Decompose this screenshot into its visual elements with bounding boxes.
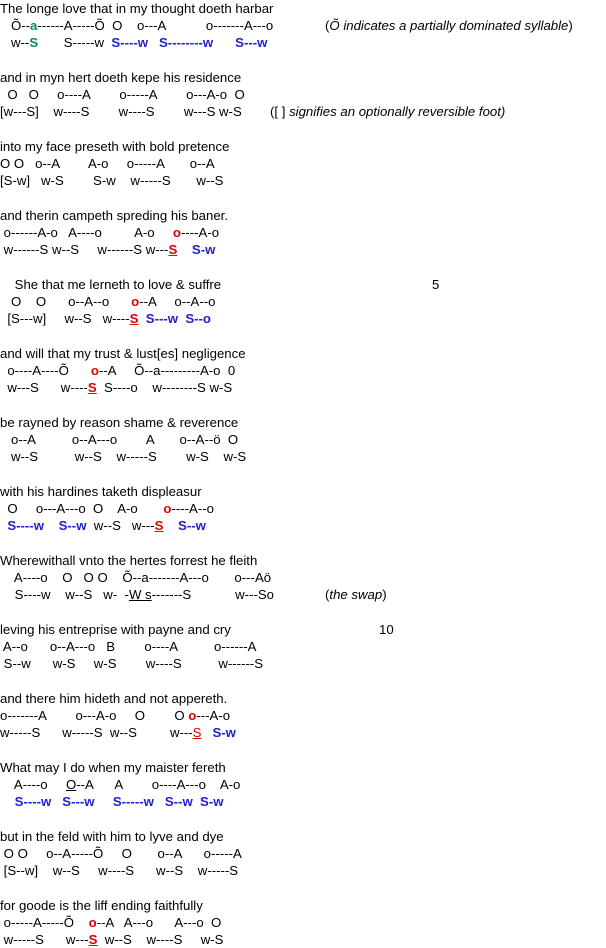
verse-line: with his hardines taketh displeasur (0, 484, 202, 499)
scansion-segment: S--w w-S w-S w----S w------S (0, 656, 263, 671)
scansion-segment: ----A--o (171, 501, 214, 516)
scansion-segment (201, 725, 212, 740)
scansion-segment (213, 35, 235, 50)
verse-line: She that me lerneth to love & suffre (0, 277, 222, 292)
note-text: Õ indicates a partially dominated syllable (329, 18, 569, 33)
syllable-marks-row (0, 638, 256, 655)
foot-marks-row (0, 586, 274, 603)
scansion-segment: S----o w--------S w-S (96, 380, 233, 395)
foot-marks-row (0, 724, 236, 741)
scansion-segment: S-w (191, 242, 216, 257)
scansion-segment: S--o (185, 311, 211, 326)
scansion-segment (163, 518, 178, 533)
scansion-segment: w--S w--- (86, 518, 155, 533)
scansion-segment: o (88, 915, 97, 930)
scansion-segment (0, 794, 15, 809)
scansion-segment: --A o--A--o (139, 294, 216, 309)
scansion-segment: [S-w] w-S S-w w-----S w--S (0, 173, 224, 188)
syllable-marks-row (0, 707, 230, 724)
verse-line: and in myn hert doeth kepe his residence (0, 70, 242, 85)
scansion-segment: [w---S] w----S w----S w---S w-S (0, 104, 242, 119)
verse-line: Wherewithall vnto the hertes forrest he fleith (0, 553, 258, 568)
scansion-segment: S----w (7, 518, 44, 533)
scansion-segment: ----A-o (180, 225, 220, 240)
margin-note (325, 17, 573, 34)
scansion-segment: w--S w--S w-----S w-S w-S (0, 449, 247, 464)
scansion-segment (193, 794, 200, 809)
scansion-segment: O O o--A--o (0, 294, 132, 309)
verse-line: for goode is the liff ending faithfully (0, 898, 203, 913)
foot-marks-row (0, 655, 263, 672)
note-text: signifies an optionally reversible foot) (289, 104, 506, 119)
foot-marks-row (0, 241, 215, 258)
scansion-segment: o (131, 294, 140, 309)
scansion-segment: S--w (164, 794, 193, 809)
scansion-segment: [S--w] w--S w----S w--S w-----S (0, 863, 239, 878)
note-text: ) (382, 587, 387, 602)
note-text: 5 (432, 277, 440, 292)
scansion-segment: S (154, 518, 164, 533)
margin-note (379, 621, 394, 638)
scansion-segment: --A A---o A---o O (96, 915, 222, 930)
scansion-segment: o--A o--A---o A o--A--ö O (0, 432, 239, 447)
scansion-segment: o-----A-----Õ (0, 915, 89, 930)
scansion-segment: O (65, 777, 77, 792)
note-text: ( (325, 587, 330, 602)
foot-marks-row (0, 172, 223, 189)
scansion-segment: [S---w] w--S w---- (0, 311, 130, 326)
scansion-segment: --A A o----A---o A-o (76, 777, 241, 792)
scansion-segment (51, 794, 62, 809)
foot-marks-row (0, 517, 206, 534)
scansion-segment: S---w (145, 311, 179, 326)
scansion-segment (44, 518, 59, 533)
scansion-segment: w---S w---- (0, 380, 88, 395)
note-text: ( (325, 18, 330, 33)
scansion-segment: S---w (235, 35, 268, 50)
syllable-marks-row (0, 224, 219, 241)
verse-line: leving his entreprise with payne and cry (0, 622, 231, 637)
scansion-segment: S--------w (159, 35, 214, 50)
syllable-marks-row (0, 431, 238, 448)
note-text: ([ ] (270, 104, 290, 119)
margin-note (270, 103, 505, 120)
scansion-segment (148, 35, 159, 50)
scansion-segment: --A Õ--a---------A-o 0 (98, 363, 236, 378)
scansion-segment: S (168, 242, 178, 257)
scansion-segment (177, 242, 192, 257)
verse-line: and there him hideth and not appereth. (0, 691, 228, 706)
scansion-segment: S----w (111, 35, 148, 50)
scansion-segment: o------A-o A----o A-o (0, 225, 173, 240)
scansion-segment: w--S w----S w-S (97, 932, 224, 947)
scansion-segment: O O o--A A-o o-----A o--A (0, 156, 215, 171)
foot-marks-row (0, 448, 246, 465)
foot-marks-row (0, 379, 232, 396)
scansion-segment (138, 311, 145, 326)
scansion-segment: S (129, 311, 139, 326)
scansion-segment: S----w (14, 794, 52, 809)
scansion-segment: S-w (212, 725, 236, 740)
scansion-segment: O o---A---o O A-o (0, 501, 164, 516)
scansion-segment: ------A-----Õ O o---A o-------A---o (37, 18, 274, 33)
syllable-marks-row (0, 500, 214, 517)
scansion-segment: w-----S w-----S w--S w--- (0, 725, 193, 740)
scansion-segment: w-----S w--- (0, 932, 89, 947)
scansion-segment: S----w w--S w- - (0, 587, 129, 602)
scansion-segment: S--w (58, 518, 87, 533)
scansion-segment: Õ-- (0, 18, 31, 33)
foot-marks-row (0, 862, 238, 879)
syllable-marks-row (0, 86, 245, 103)
scansion-segment: S-w (200, 794, 224, 809)
syllable-marks-row (0, 914, 221, 931)
scansion-segment: S (88, 932, 98, 947)
scansion-segment: O O o--A-----Õ O o--A o-----A (0, 846, 242, 861)
syllable-marks-row (0, 293, 215, 310)
scansion-segment: S (87, 380, 97, 395)
margin-note (325, 586, 387, 603)
scansion-segment: A----o (0, 777, 66, 792)
verse-line: The longe love that in my thought doeth harbar (0, 1, 274, 16)
margin-note (432, 276, 439, 293)
syllable-marks-row (0, 569, 271, 586)
scansion-segment (154, 794, 165, 809)
scansion-segment: O O o----A o-----A o---A-o O (0, 87, 245, 102)
verse-line: and therin campeth spreding his baner. (0, 208, 228, 223)
verse-line: but in the feld with him to lyve and dye (0, 829, 224, 844)
foot-marks-row (0, 103, 242, 120)
scansion-segment: o (90, 363, 99, 378)
syllable-marks-row (0, 776, 240, 793)
scansion-segment: W s (128, 587, 152, 602)
scansion-segment: o (163, 501, 172, 516)
scansion-segment: A----o O O O Õ--a-------A---o o---Aö (0, 570, 272, 585)
scansion-segment: o----A----Õ (0, 363, 91, 378)
verse-line: What may I do when my maister fereth (0, 760, 226, 775)
foot-marks-row (0, 310, 211, 327)
verse-line: and will that my trust & lust[es] negligence (0, 346, 246, 361)
scansion-segment: ---A-o (196, 708, 231, 723)
verse-line: into my face preseth with bold pretence (0, 139, 230, 154)
note-text: the swap (329, 587, 383, 602)
syllable-marks-row (0, 155, 215, 172)
scansion-segment: -------S w---So (151, 587, 274, 602)
scansion-segment (95, 794, 113, 809)
scansion-segment: S-----w (38, 35, 112, 50)
scansion-segment: a (30, 18, 38, 33)
scansion-segment: w------S w--S w------S w--- (0, 242, 169, 257)
verse-line: be rayned by reason shame & reverence (0, 415, 239, 430)
note-text: 10 (379, 622, 394, 637)
scansion-segment: w-- (0, 35, 30, 50)
syllable-marks-row (0, 17, 273, 34)
foot-marks-row (0, 34, 267, 51)
scansion-segment: S-----w (112, 794, 154, 809)
scansion-segment: S---w (62, 794, 95, 809)
foot-marks-row (0, 931, 223, 948)
note-text: ) (568, 18, 573, 33)
scansion-segment: o (188, 708, 197, 723)
scansion-segment: S--w (178, 518, 206, 533)
scansion-segment: S (29, 35, 39, 50)
syllable-marks-row (0, 362, 235, 379)
scansion-segment: S (192, 725, 202, 740)
scansion-segment: o-------A o---A-o O O (0, 708, 189, 723)
scansion-segment: o (172, 225, 181, 240)
syllable-marks-row (0, 845, 242, 862)
foot-marks-row (0, 793, 223, 810)
scansion-segment: A--o o--A---o B o----A o------A (0, 639, 257, 654)
